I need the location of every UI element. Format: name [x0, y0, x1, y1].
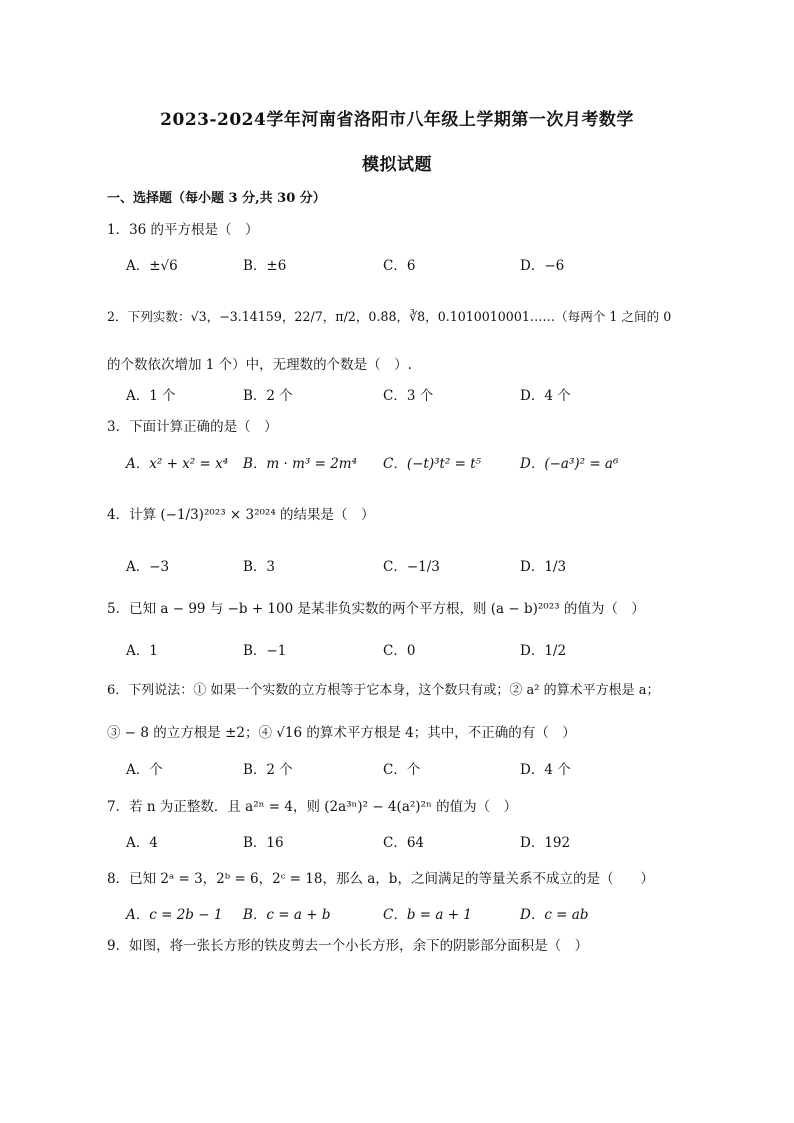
q8-option-d: D．c = ab: [520, 907, 589, 923]
q8-option-c: C．b = a + 1: [383, 907, 472, 923]
question-6-stem-line1: 6．下列说法：① 如果一个实数的立方根等于它本身，这个数只有或；② a² 的算术平方根是 a；: [107, 683, 660, 698]
q5-option-a: A．1: [126, 643, 158, 659]
q1-option-a: A．±√6: [126, 258, 178, 274]
question-8-stem: 8．已知 2ᵃ = 3，2ᵇ = 6，2ᶜ = 18，那么 a，b，之间满足的等量关系不成立的是（ ）: [107, 871, 654, 887]
q6-option-d: D．4 个: [520, 762, 571, 778]
q2-option-c: C．3 个: [383, 388, 434, 404]
question-2-stem-line2: 的个数依次增加 1 个）中，无理数的个数是（ ）.: [107, 357, 412, 373]
q1-option-d: D．−6: [520, 258, 565, 274]
q8-option-b: B．c = a + b: [243, 907, 331, 923]
q6-option-b: B．2 个: [243, 762, 293, 778]
q2-option-a: A．1 个: [126, 388, 176, 404]
q5-option-d: D．1/2: [520, 643, 567, 659]
q2-option-d: D．4 个: [520, 388, 571, 404]
question-9-stem: 9．如图，将一张长方形的铁皮剪去一个小长方形，余下的阴影部分面积是（ ）: [107, 938, 589, 954]
question-7-stem: 7．若 n 为正整数．且 a²ⁿ = 4，则 (2a³ⁿ)² − 4(a²)²ⁿ 的值为（ ）: [107, 799, 518, 815]
question-6-stem-line2: ③ − 8 的立方根是 ±2；④ √16 的算术平方根是 4；其中，不正确的有（ ）: [107, 725, 576, 741]
question-4-stem: 4．计算 (−1/3)²⁰²³ × 3²⁰²⁴ 的结果是（ ）: [107, 507, 375, 523]
q2-option-b: B．2 个: [243, 388, 293, 404]
question-2-stem-line1: 2．下列实数：√3，−3.14159，22/7，π/2，0.8̇8̇，∛8，0.1010010001……（每两个 1 之间的 0: [107, 309, 672, 324]
q4-option-a: A．−3: [126, 559, 170, 575]
q6-option-a: A．个: [126, 762, 163, 778]
q5-option-c: C．0: [383, 643, 416, 659]
q3-option-d: D．(−a³)² = a⁶: [520, 456, 619, 472]
document-title: 2023-2024学年河南省洛阳市八年级上学期第一次月考数学: [160, 110, 634, 130]
q1-option-c: C．6: [383, 258, 416, 274]
q8-option-a: A．c = 2b − 1: [126, 907, 223, 923]
q7-option-c: C．64: [383, 835, 425, 851]
q4-option-c: C．−1/3: [383, 559, 440, 575]
question-5-stem: 5．已知 a − 99 与 −b + 100 是某非负实数的两个平方根，则 (a − b)²⁰²³ 的值为（ ）: [107, 601, 645, 617]
q7-option-d: D．192: [520, 835, 571, 851]
q6-option-c: C．个: [383, 762, 421, 778]
q7-option-b: B．16: [243, 835, 284, 851]
q4-option-d: D．1/3: [520, 559, 567, 575]
q4-option-b: B．3: [243, 559, 276, 575]
question-1-stem: 1．36 的平方根是（ ）: [107, 222, 259, 238]
document-subtitle: 模拟试题: [362, 155, 432, 175]
q5-option-b: B．−1: [243, 643, 287, 659]
section-heading: 一、选择题（每小题 3 分,共 30 分）: [107, 191, 326, 206]
q7-option-a: A．4: [126, 835, 158, 851]
q3-option-b: B．m · m³ = 2m⁴: [243, 456, 358, 472]
q3-option-c: C．(−t)³t² = t⁵: [383, 456, 482, 472]
q1-option-b: B．±6: [243, 258, 287, 274]
q3-option-a: A．x² + x² = x⁴: [126, 456, 229, 472]
question-3-stem: 3．下面计算正确的是（ ）: [107, 419, 278, 435]
